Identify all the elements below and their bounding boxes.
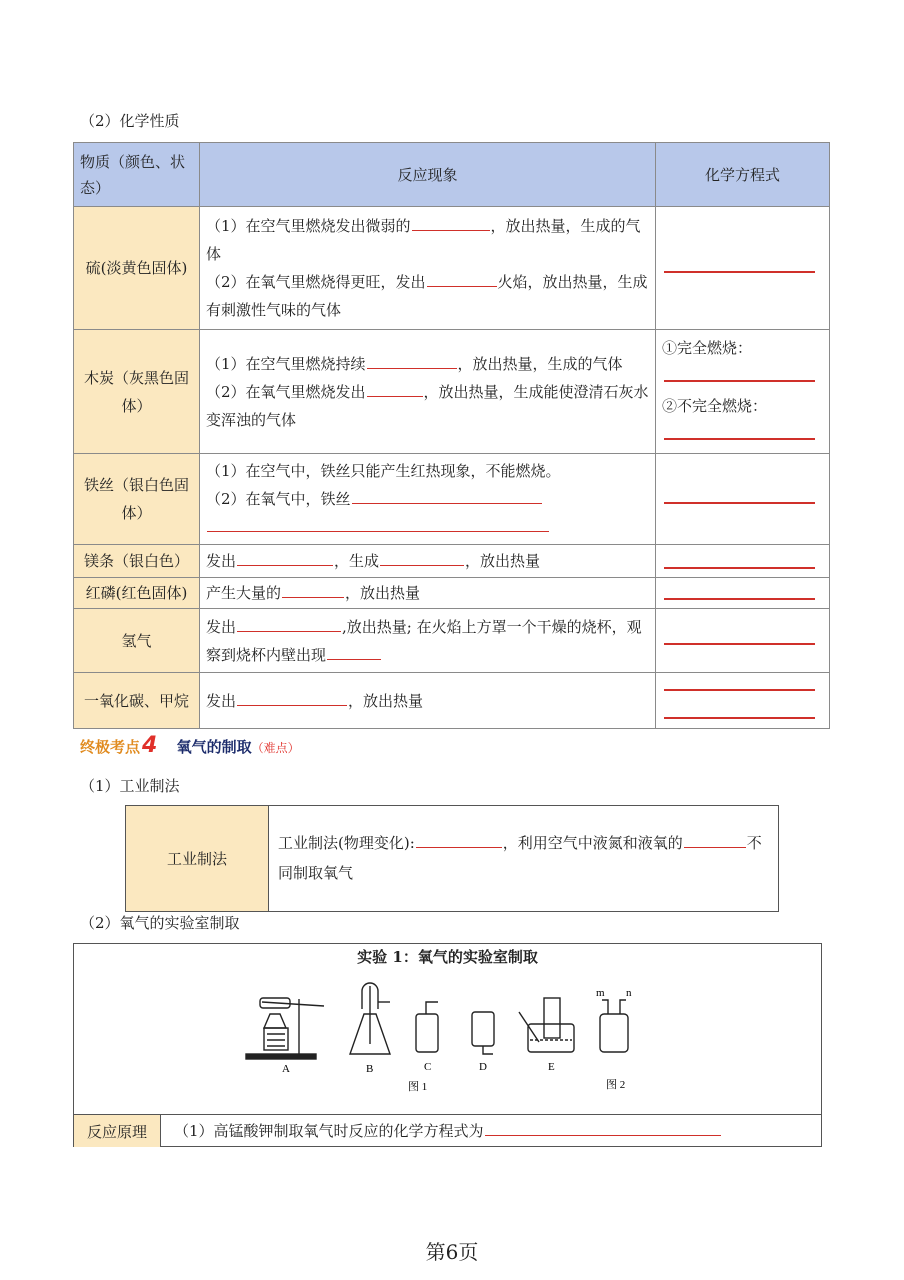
apparatus-figure bbox=[74, 974, 821, 1114]
table-row bbox=[74, 330, 830, 454]
label-B: B bbox=[366, 1063, 374, 1075]
material-magnesium: 镁条（银白色） bbox=[74, 545, 200, 578]
table-row bbox=[74, 454, 830, 545]
label-m: m bbox=[596, 987, 605, 999]
table-row bbox=[74, 207, 830, 330]
material-hydrogen: 氢气 bbox=[74, 609, 200, 673]
phenomenon-cell: （1）在空气里燃烧发出微弱的 ，放出热量，生成的气体 （2）在氧气里燃烧得更旺，发出 火焰，放出热量，生成有刺激性气味的气体 bbox=[200, 207, 656, 330]
phenomenon-cell: 发出 ，生成 ，放出热量 bbox=[200, 545, 656, 578]
equation-cell bbox=[656, 673, 830, 729]
label-n: n bbox=[626, 987, 632, 999]
material-sulfur: 硫(淡黄色固体) bbox=[74, 207, 200, 330]
equation-cell bbox=[656, 609, 830, 673]
equation-cell bbox=[656, 578, 830, 609]
label-A: A bbox=[282, 1063, 290, 1075]
figure-2-caption: 图 2 bbox=[606, 1079, 626, 1091]
phenomenon-cell: （1）在空气里燃烧持续 ，放出热量，生成的气体 （2）在氧气里燃烧发出 ，放出热量，生成能使澄清石灰水变浑浊的气体 bbox=[200, 330, 656, 454]
material-co-methane: 一氧化碳、甲烷 bbox=[74, 673, 200, 729]
table-header-row bbox=[74, 143, 830, 207]
figure-1-caption: 图 1 bbox=[408, 1081, 428, 1093]
industrial-label: 工业制法 bbox=[126, 806, 269, 911]
industrial-method-table bbox=[125, 805, 779, 912]
chemical-properties-table bbox=[73, 142, 830, 729]
phenomenon-cell: （1）在空气中，铁丝只能产生红热现象，不能燃烧。 （2）在氧气中，铁丝 bbox=[200, 454, 656, 545]
lab-heading: （2）氧气的实验室制取 bbox=[80, 914, 240, 932]
principle-text: （1）高锰酸钾制取氧气时反应的化学方程式为 bbox=[174, 1120, 722, 1141]
phenomenon-cell: 产生大量的 ，放出热量 bbox=[200, 578, 656, 609]
experiment-title: 实验 1：氧气的实验室制取 bbox=[357, 948, 538, 966]
equation-cell bbox=[656, 207, 830, 330]
material-charcoal: 木炭（灰黑色固体） bbox=[74, 330, 200, 454]
phenomenon-cell: 发出 ，放出热量 bbox=[200, 673, 656, 729]
phenomenon-cell: 发出 ,放出热量; 在火焰上方罩一个干燥的烧杯，观察到烧杯内壁出现 bbox=[200, 609, 656, 673]
principle-row bbox=[74, 1114, 821, 1147]
table-row bbox=[74, 673, 830, 729]
label-D: D bbox=[479, 1061, 487, 1073]
section2-title: （2）化学性质 bbox=[80, 112, 180, 130]
section4-heading: 终极考点4 氧气的制取（难点） bbox=[80, 733, 300, 758]
experiment-box bbox=[73, 943, 822, 1147]
industrial-text: 工业制法(物理变化): ，利用空气中液氮和液氧的 不同制取氧气 bbox=[278, 834, 762, 882]
table-row bbox=[74, 578, 830, 609]
industrial-heading: （1）工业制法 bbox=[80, 777, 180, 795]
material-iron: 铁丝（银白色固体） bbox=[74, 454, 200, 545]
equation-cell bbox=[656, 545, 830, 578]
table-row bbox=[74, 609, 830, 673]
equation-cell: ①完全燃烧： ②不完全燃烧： bbox=[656, 330, 830, 454]
page-number: 第6页 bbox=[425, 1240, 479, 1264]
table-row bbox=[74, 545, 830, 578]
label-C: C bbox=[424, 1061, 432, 1073]
header-phenomenon: 反应现象 bbox=[200, 143, 656, 207]
header-material: 物质（颜色、状态） bbox=[74, 143, 200, 207]
material-phosphorus: 红磷(红色固体) bbox=[74, 578, 200, 609]
label-E: E bbox=[548, 1061, 555, 1073]
header-equation: 化学方程式 bbox=[656, 143, 830, 207]
principle-label: 反应原理 bbox=[74, 1115, 161, 1147]
equation-cell bbox=[656, 454, 830, 545]
